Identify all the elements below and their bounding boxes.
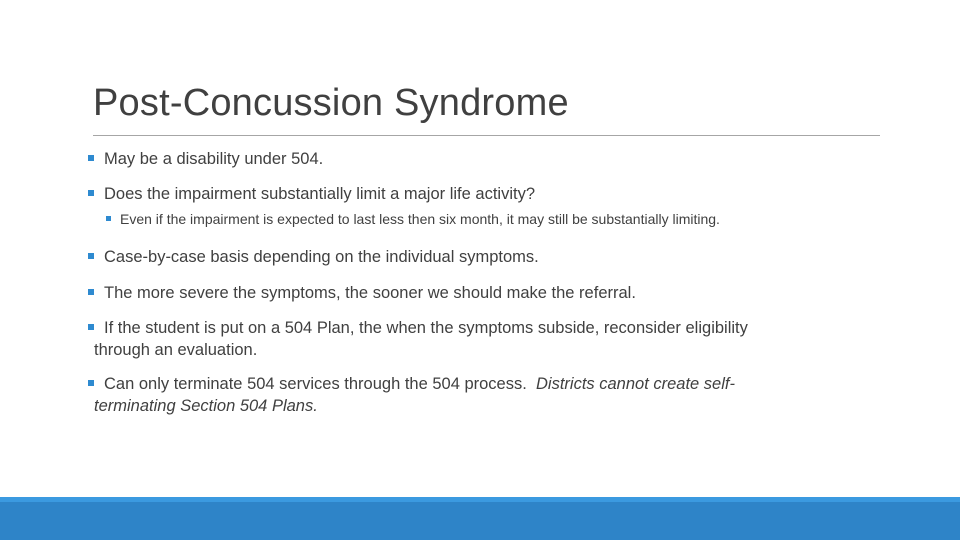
square-bullet-icon bbox=[88, 155, 94, 161]
bullet-text: May be a disability under 504. bbox=[104, 150, 324, 168]
title-divider bbox=[93, 135, 880, 136]
bullet-item bbox=[88, 373, 848, 417]
square-bullet-icon bbox=[88, 190, 94, 196]
square-bullet-icon bbox=[88, 253, 94, 259]
sub-bullet-text: Even if the impairment is expected to last less then six month, it may still be substantially limiting. bbox=[120, 211, 720, 227]
square-bullet-icon bbox=[88, 289, 94, 295]
bullet-item bbox=[88, 183, 848, 205]
bullet-text: Does the impairment substantially limit a major life activity? bbox=[104, 185, 535, 203]
bullet-item bbox=[88, 148, 848, 170]
bullet-text-line1: If the student is put on a 504 Plan, the when the symptoms subside, reconsider eligibility bbox=[104, 319, 748, 337]
square-bullet-icon bbox=[88, 380, 94, 386]
bullet-text: The more severe the symptoms, the sooner we should make the referral. bbox=[104, 284, 636, 302]
footer-bar bbox=[0, 497, 960, 540]
bullet-item bbox=[88, 246, 848, 268]
bullet-text-line2: through an evaluation. bbox=[94, 341, 258, 359]
square-bullet-icon bbox=[88, 324, 94, 330]
bullet-text-plain: Can only terminate 504 services through the 504 process. bbox=[104, 375, 536, 393]
sub-bullet-item bbox=[106, 210, 866, 228]
bullet-item bbox=[88, 282, 848, 304]
slide-title: Post-Concussion Syndrome bbox=[93, 82, 569, 124]
bullet-text-italic: Districts cannot create self- bbox=[536, 375, 735, 393]
bullet-text-italic-line2: terminating Section 504 Plans. bbox=[94, 397, 318, 415]
bullet-text: Case-by-case basis depending on the individual symptoms. bbox=[104, 248, 539, 266]
bullet-item bbox=[88, 317, 848, 361]
footer-highlight-strip bbox=[0, 497, 960, 502]
square-bullet-icon bbox=[106, 216, 111, 221]
